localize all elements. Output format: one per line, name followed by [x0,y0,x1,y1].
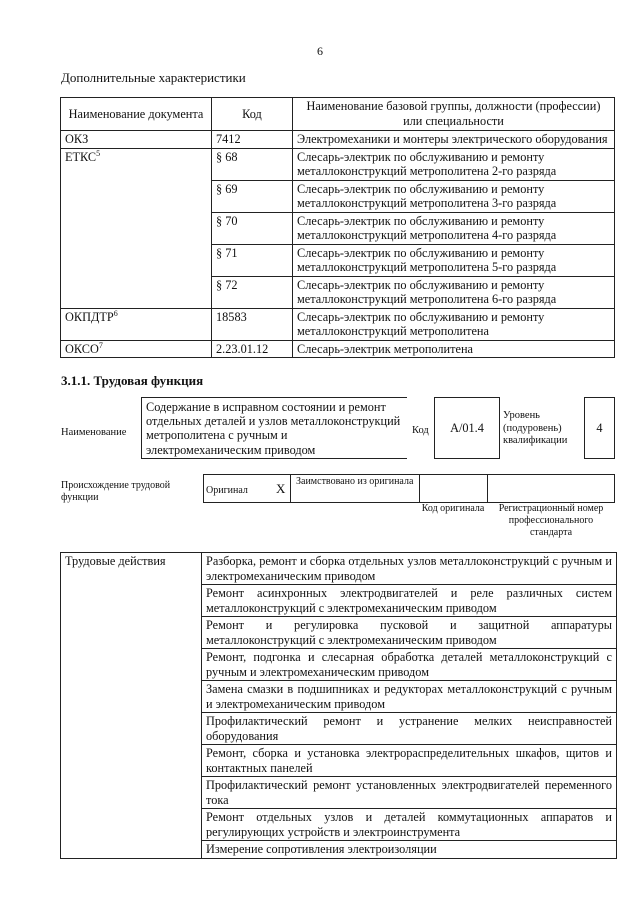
code-cell: § 68 [212,148,293,180]
action-item: Ремонт асинхронных электродвигателей и реле различных систем металлоконструкций с электромеханическим приводом [202,585,617,617]
level-label: Уровень (подуровень) квалификации [503,410,568,446]
footnote-mark: 7 [98,340,103,350]
table-row [61,308,615,340]
document-cell [61,308,212,340]
borrowed-label: Заимствовано из оригинала [296,476,414,487]
code-cell: § 72 [212,276,293,308]
divider [290,474,291,503]
group-name-cell: Слесарь-электрик по обслуживанию и ремонту металлоконструкций метрополитена 5-го разряда [293,244,615,276]
document-cell [61,148,212,308]
group-name-cell: Слесарь-электрик по обслуживанию и ремонту металлоконструкций метрополитена [293,308,615,340]
footnote-mark: 6 [113,308,118,318]
reg-caption: Регистрационный номер профессионального стандарта [498,503,604,538]
function-title: 3.1.1. Трудовая функция [61,373,204,388]
footnote-mark: 5 [96,148,101,158]
original-label: Оригинал [206,485,248,496]
document-cell [61,131,212,149]
actions-label: Трудовые действия [61,553,202,859]
function-code: A/01.4 [434,397,500,459]
code-cell: 2.23.01.12 [212,340,293,358]
original-code-box [419,474,487,503]
header-code: Код [212,98,293,131]
group-name-cell: Электромеханики и монтеры электрического оборудования [293,131,615,149]
action-item: Измерение сопротивления электроизоляции [202,841,617,859]
classification-table [60,97,615,358]
group-name-cell: Слесарь-электрик по обслуживанию и ремонту металлоконструкций метрополитена 6-го разряда [293,276,615,308]
code-cell: 7412 [212,131,293,149]
action-item: Профилактический ремонт установленных электродвигателей переменного тока [202,777,617,809]
group-name-cell: Слесарь-электрик по обслуживанию и ремонту металлоконструкций метрополитена 3-го разряда [293,180,615,212]
header-document: Наименование документа [61,98,212,131]
code-cell: § 69 [212,180,293,212]
name-label: Наименование [61,427,127,438]
code-caption: Код оригинала [421,503,485,514]
group-name-cell: Слесарь-электрик по обслуживанию и ремонту металлоконструкций метрополитена 2-го разряда [293,148,615,180]
table-row [61,340,615,358]
header-group-name: Наименование базовой группы, должности (профессии) или специальности [293,98,615,131]
document-cell [61,340,212,358]
document-name: ОКЗ [65,132,89,146]
document-name: ОКПДТР [65,309,114,324]
reg-number-box [487,474,615,503]
action-item: Профилактический ремонт и устранение мелких неисправностей оборудования [202,713,617,745]
table-row [61,131,615,149]
code-cell: § 70 [212,212,293,244]
section-title: Дополнительные характеристики [61,70,246,85]
document-name: ЕТКС [65,149,97,164]
function-name: Содержание в исправном состоянии и ремонт отдельных деталей и узлов металлоконструкций метрополитена с ручным и электромеханическим приводом [141,397,407,459]
actions-table [60,552,617,859]
action-item: Ремонт отдельных узлов и деталей коммутационных аппаратов и регулирующих устройств и электроинструмента [202,809,617,841]
original-mark: X [276,481,286,496]
action-item: Ремонт, подгонка и слесарная обработка деталей металлоконструкций с ручным и электромеханическим приводом [202,649,617,681]
action-item: Замена смазки в подшипниках и редукторах металлоконструкций с ручным и электромеханическим приводом [202,681,617,713]
group-name-cell: Слесарь-электрик по обслуживанию и ремонту металлоконструкций метрополитена 4-го разряда [293,212,615,244]
group-name-cell: Слесарь-электрик метрополитена [293,340,615,358]
document-name: ОКСО [65,341,99,356]
code-cell: § 71 [212,244,293,276]
page-number: 6 [317,44,323,58]
qualification-level: 4 [584,397,615,459]
code-cell: 18583 [212,308,293,340]
code-label: Код [412,425,429,436]
table-header-row [61,98,615,131]
action-item: Ремонт и регулировка пусковой и защитной аппаратуры металлоконструкций с электромеханическим приводом [202,617,617,649]
action-item: Ремонт, сборка и установка электрораспределительных шкафов, щитов и контактных панелей [202,745,617,777]
origin-label: Происхождение трудовой функции [61,480,171,503]
table-row [61,148,615,180]
table-row [61,553,617,585]
action-item: Разборка, ремонт и сборка отдельных узлов металлоконструкций с ручным и электромеханическим приводом [202,553,617,585]
